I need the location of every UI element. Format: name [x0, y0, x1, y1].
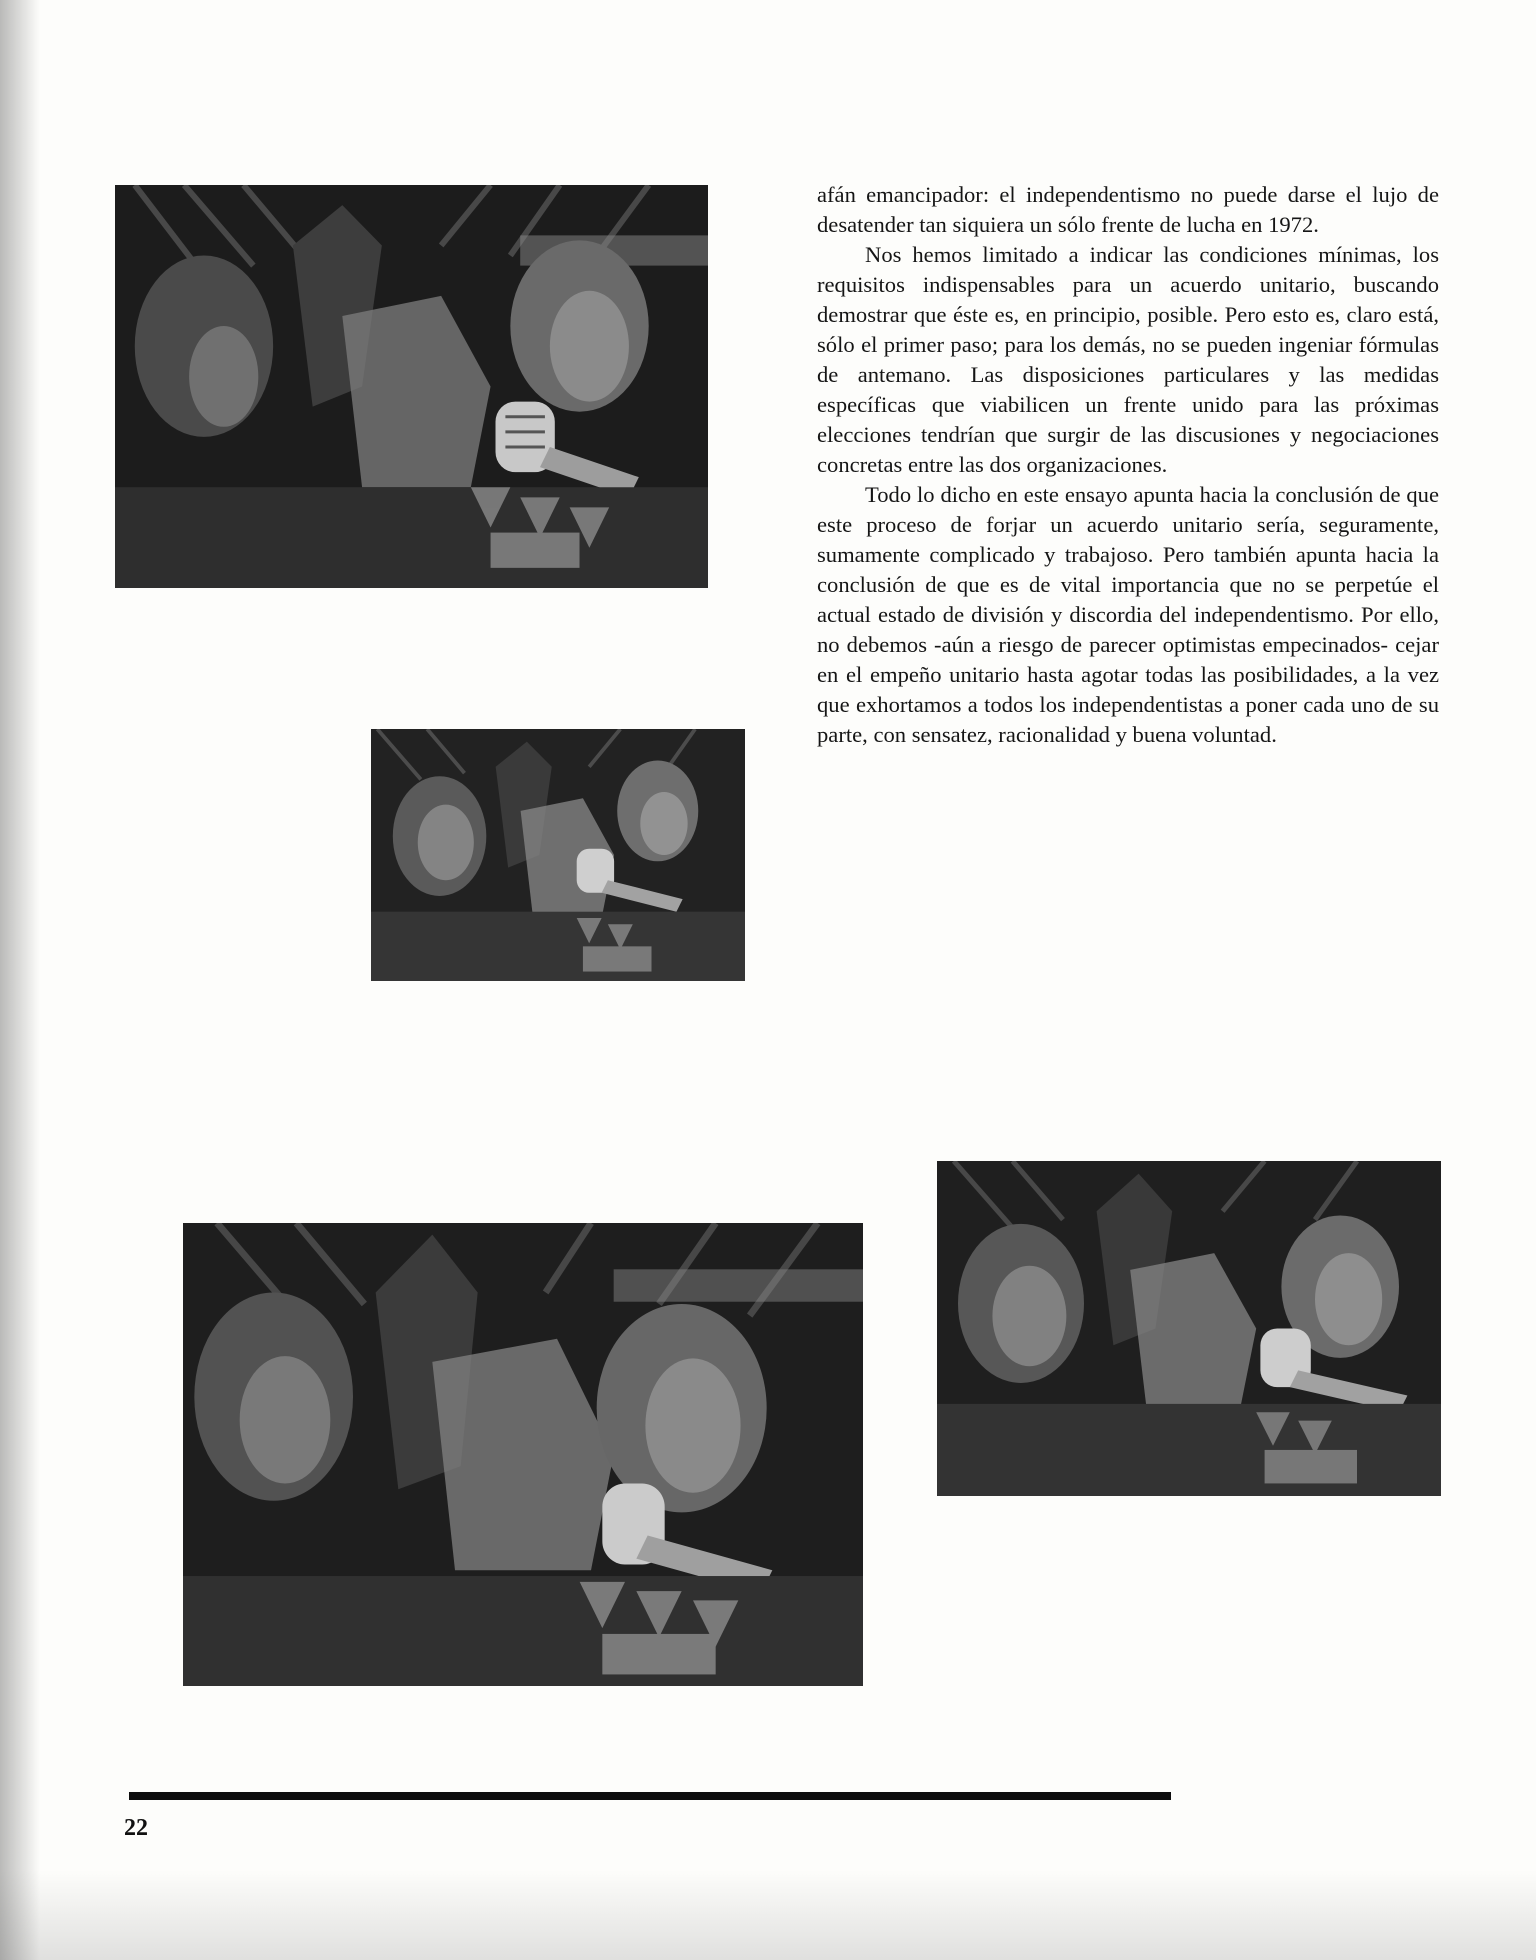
page-number: 22 — [124, 1815, 148, 1841]
photo-rally-bottom-left — [183, 1223, 863, 1686]
photo-rally-middle — [371, 729, 745, 981]
article-paragraph: Todo lo dicho en este ensayo apunta hacia la conclusión de que este proceso de forjar un acuerdo unitario sería, seguramente, sumamente complicado y trabajoso. Pero también apunta hacia la conclusión de que es de vital importancia que no se perpetúe el actual estado de división y discordia del independentismo. Por ello, no debemos -aún a riesgo de parecer optimistas empecinados- cejar en el empeño unitario hasta agotar todas las posibilidades, a la vez que exhortamos a todos los independentistas a poner cada uno de su parte, con sensatez, racionalidad y buena voluntad. — [817, 482, 1439, 747]
scan-bottom-shadow — [0, 1870, 1536, 1960]
article-paragraph: Nos hemos limitado a indicar las condiciones mínimas, los requisitos indispensables para un acuerdo unitario, buscando demostrar que éste es, en principio, posible. Pero esto es, claro está, sólo el primer paso; para los demás, no se pueden ingeniar fórmulas de antemano. Las disposiciones particulares y las medidas específicas que viabilicen un frente unido para las próximas elecciones tendrían que surgir de las discusiones y negociaciones concretas entre las dos organizaciones. — [817, 242, 1439, 477]
article-text-column — [817, 180, 1439, 750]
photo-rally-graphic — [115, 185, 708, 588]
photo-rally-top-left — [115, 185, 708, 588]
article-paragraph: afán emancipador: el independentismo no puede darse el lujo de desatender tan siquiera un sólo frente de lucha en 1972. — [817, 182, 1439, 237]
photo-rally-graphic — [937, 1161, 1441, 1496]
scan-edge-shadow — [0, 0, 40, 1960]
photo-rally-graphic — [183, 1223, 863, 1686]
photo-rally-bottom-right — [937, 1161, 1441, 1496]
photo-rally-graphic — [371, 729, 745, 981]
footer-rule — [129, 1792, 1171, 1800]
